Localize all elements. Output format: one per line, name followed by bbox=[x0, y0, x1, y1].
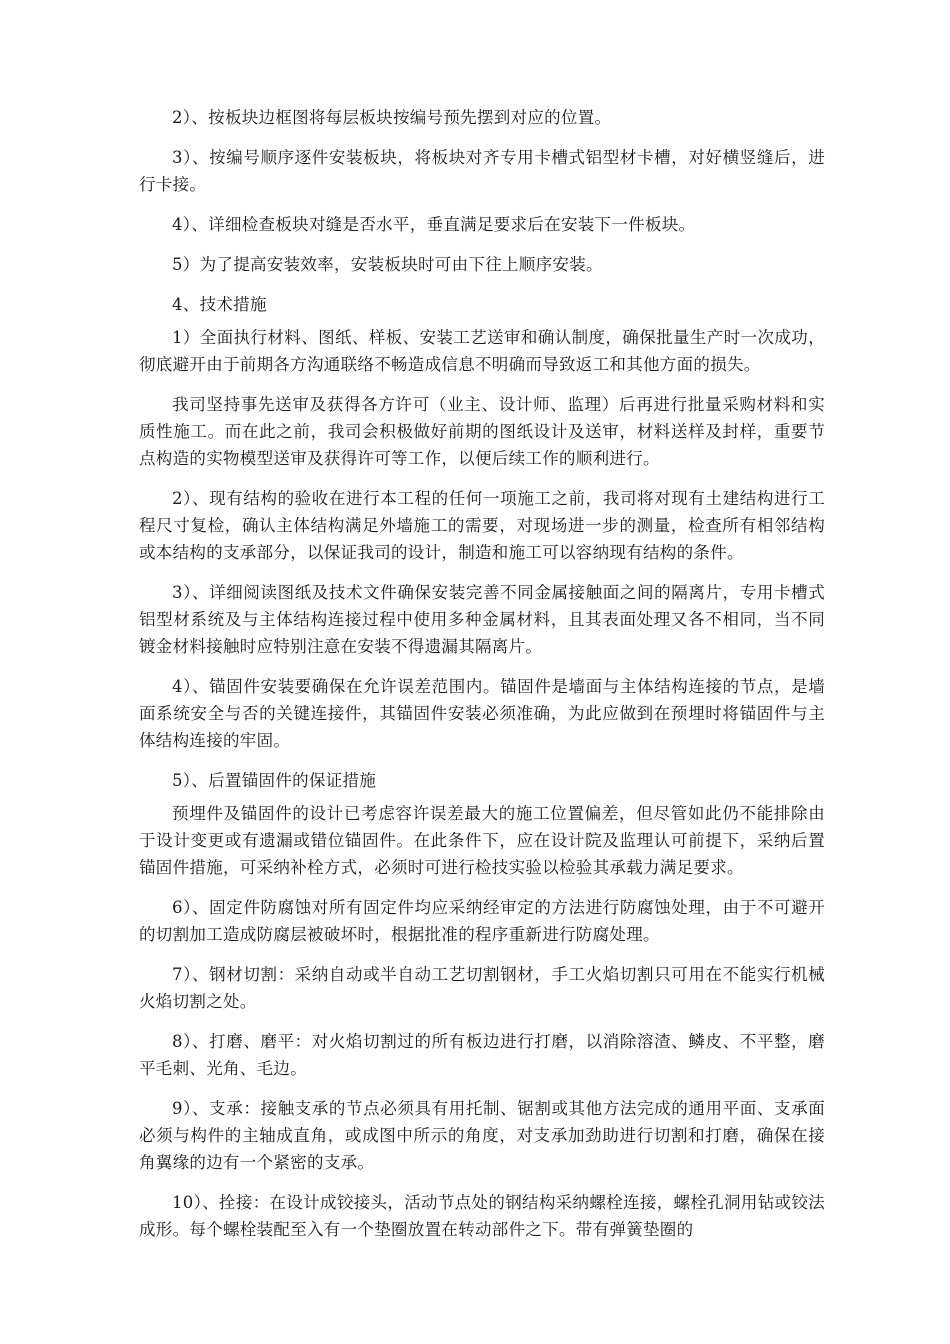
paragraph-measure-8: 8）、打磨、磨平：对火焰切割过的所有板边进行打磨，以消除溶渣、鳞皮、不平整，磨平毛刺、光角、毛边。 bbox=[139, 1032, 825, 1078]
section-heading-technical-measures: 4、技术措施 bbox=[172, 295, 267, 314]
paragraph-step-2: 2）、按板块边框图将每层板块按编号预先摆到对应的位置。 bbox=[172, 108, 612, 127]
paragraph-approval-policy: 我司坚持事先送审及获得各方许可（业主、设计师、监理）后再进行批量采购材料和实质性施工。而在此之前，我司会积极做好前期的图纸设计及送审，材料送样及封样，重要节点构造的实物模型送审及获得许可等工作，以便后续工作的顺利进行。 bbox=[139, 395, 825, 468]
paragraph-measure-9: 9）、支承：接触支承的节点必须具有用托制、锯割或其他方法完成的通用平面、支承面必须与构件的主轴成直角，或成图中所示的角度，对支承加劲助进行切割和打磨，确保在接角翼缘的边有一个紧密的支承。 bbox=[139, 1099, 825, 1172]
paragraph-measure-1: 1）全面执行材料、图纸、样板、安装工艺送审和确认制度，确保批量生产时一次成功，彻底避开由于前期各方沟通联络不畅造成信息不明确而导致返工和其他方面的损失。 bbox=[139, 328, 825, 374]
paragraph-measure-7: 7）、钢材切割：采纳自动或半自动工艺切割钢材，手工火焰切割只可用在不能实行机械火焰切割之处。 bbox=[139, 965, 825, 1011]
document-page bbox=[139, 104, 825, 1243]
paragraph-step-3: 3）、按编号顺序逐件安装板块，将板块对齐专用卡槽式铝型材卡槽，对好横竖缝后，进行卡接。 bbox=[139, 148, 825, 194]
paragraph-measure-6: 6）、固定件防腐蚀对所有固定件均应采纳经审定的方法进行防腐蚀处理，由于不可避开的切割加工造成防腐层被破坏时，根据批准的程序重新进行防腐处理。 bbox=[139, 898, 825, 944]
paragraph-measure-5-title: 5）、后置锚固件的保证措施 bbox=[172, 771, 377, 790]
paragraph-measure-5-body: 预埋件及锚固件的设计已考虑容许误差最大的施工位置偏差，但尽管如此仍不能排除由于设计变更或有遗漏或错位锚固件。在此条件下，应在设计院及监理认可前提下，采纳后置锚固件措施，可采纳补栓方式，必须时可进行检技实验以检验其承载力满足要求。 bbox=[139, 804, 825, 877]
paragraph-step-5: 5）为了提高安装效率，安装板块时可由下往上顺序安装。 bbox=[172, 255, 603, 274]
paragraph-measure-10: 10）、拴接：在设计成铰接头，活动节点处的钢结构采纳螺栓连接，螺栓孔洞用钻或铰法成形。每个螺栓装配至入有一个垫圈放置在转动部件之下。带有弹簧垫圈的 bbox=[139, 1193, 825, 1239]
paragraph-measure-4: 4）、锚固件安装要确保在允许误差范围内。锚固件是墙面与主体结构连接的节点，是墙面系统安全与否的关键连接件，其锚固件安装必须准确，为此应做到在预埋时将锚固件与主体结构连接的牢固。 bbox=[139, 677, 825, 750]
paragraph-measure-2: 2）、现有结构的验收在进行本工程的任何一项施工之前，我司将对现有土建结构进行工程尺寸复检，确认主体结构满足外墙施工的需要，对现场进一步的测量，检查所有相邻结构或本结构的支承部分，以保证我司的设计，制造和施工可以容纳现有结构的条件。 bbox=[139, 489, 825, 562]
paragraph-step-4: 4）、详细检查板块对缝是否水平，垂直满足要求后在安装下一件板块。 bbox=[172, 215, 696, 234]
paragraph-measure-3: 3）、详细阅读图纸及技术文件确保安装完善不同金属接触面之间的隔离片，专用卡槽式铝型材系统及与主体结构连接过程中使用多种金属材料，且其表面处理又各不相同，当不同镀金材料接触时应特别注意在安装不得遗漏其隔离片。 bbox=[139, 583, 825, 656]
